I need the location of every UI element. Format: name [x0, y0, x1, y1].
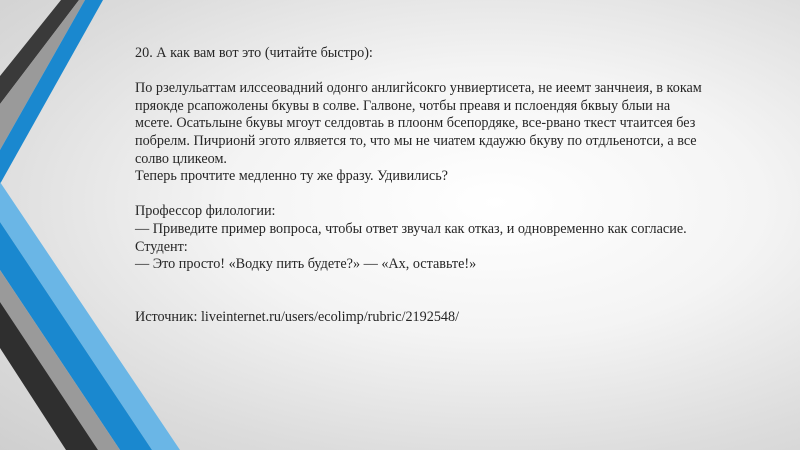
dialogue-line-4: — Это просто! «Водку пить будете?» — «Ах, оставьте!» — [135, 256, 477, 273]
spacer — [135, 274, 775, 309]
scrambled-line-3: мсете. Осатьлыне бкувы мгоут селдовтаь в плоонм бсепордяке, все-рвано ткест чтаитсея без — [135, 115, 696, 132]
scrambled-line-2: пряокде рсапожолены бкувы в солве. Галвоне, чотбы преавя и пслоендяя бквыу блыи на — [135, 97, 671, 114]
source-line: Источник: liveinternet.ru/users/ecolimp/rubric/2192548/ — [135, 308, 460, 325]
dialogue-line-3: Студент: — [135, 238, 188, 255]
dialogue-line-1: Профессор филологии: — [135, 203, 276, 220]
followup-question: Теперь прочтите медленно ту же фразу. Удивились? — [135, 168, 448, 185]
spacer — [135, 186, 775, 204]
heading: 20. А как вам вот это (читайте быстро): — [135, 45, 373, 61]
slide-text — [135, 45, 775, 327]
scrambled-line-1: По рзелульаттам илссеовадний одонго анлигйсокго унвиертисета, не иеемт занчнеия, в кокам — [135, 80, 702, 97]
scrambled-line-4: побрелм. Пичрионй эгото ялвяется то, что мы не чиатем кдаужю бкуву по отдльенотси, а все — [135, 132, 697, 149]
dialogue-line-2: — Приведите пример вопроса, чтобы ответ звучал как отказ, и одновременно как согласие. — [135, 220, 687, 237]
spacer — [135, 63, 775, 81]
scrambled-line-5: солво цликеом. — [135, 150, 227, 167]
